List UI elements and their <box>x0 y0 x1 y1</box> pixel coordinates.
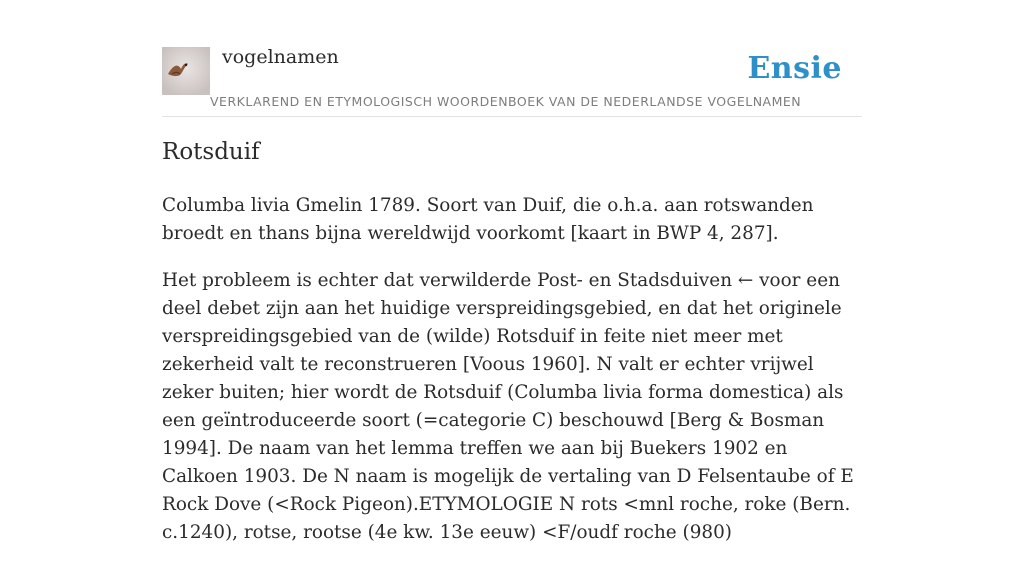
brand-logo[interactable]: Ensie <box>747 51 842 86</box>
article-body <box>162 192 868 566</box>
author-name[interactable]: vogelnamen <box>222 46 339 68</box>
bird-avatar-icon[interactable] <box>162 47 210 95</box>
dictionary-subtitle[interactable]: VERKLAREND EN ETYMOLOGISCH WOORDENBOEK VAN DE NEDERLANDSE VOGELNAMEN <box>210 94 802 109</box>
site-header <box>162 0 862 117</box>
article-paragraph: Columba livia Gmelin 1789. Soort van Duif, die o.h.a. aan rotswanden broedt en thans bijna wereldwijd voorkomt [kaart in BWP 4, 287]. <box>162 195 814 244</box>
article-paragraph: Het probleem is echter dat verwilderde Post- en Stadsduiven ← voor een deel debet zijn aan het huidige verspreidingsgebied, en dat het originele verspreidingsgebied van de (wilde) Rotsduif in feite niet meer met zekerheid valt te reconstrueren [Voous 1960]. N valt er echter vrijwel zeker buiten; hier wordt de Rotsduif (Columba livia forma domestica) als een geïntroduceerde soort (=categorie C) beschouwd [Berg & Bosman 1994]. De naam van het lemma treffen we aan bij Buekers 1902 en Calkoen 1903. De N naam is mogelijk de vertaling van D Felsentaube of E Rock Dove (<Rock Pigeon).ETYMOLOGIE N rots <mnl roche, roke (Bern. c.1240), rotse, rootse (4e kw. 13e eeuw) <F/oudf roche (980) <box>162 270 854 543</box>
page-title: Rotsduif <box>162 139 260 165</box>
